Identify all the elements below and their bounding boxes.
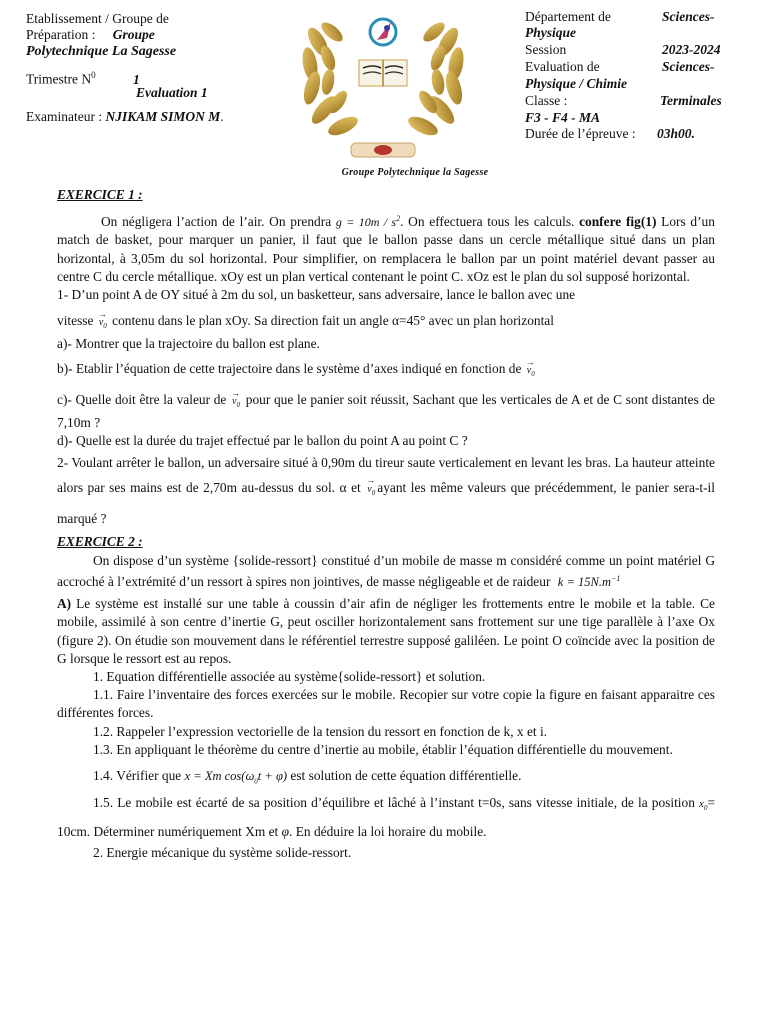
logo-caption: Groupe Polytechnique la Sagesse — [341, 167, 489, 178]
exercice-2-title: EXERCICE 2 : — [57, 534, 143, 550]
school-name: Polytechnique La Sagesse — [26, 44, 177, 59]
question-2-1-3: 1.3. En appliquant le théorème du centre d’inertie au mobile, établir l’équation différentielle du mouvement. — [93, 741, 673, 757]
session-value: 2023-2024 — [662, 42, 721, 57]
question-1b: b)- Etablir l’équation de cette trajectoire dans le système d’axes indiqué en fonction de → $v_0$ — [57, 360, 715, 383]
question-2-1-1: 1.1. Faire l’inventaire des forces exercées sur le mobile. Recopier sur votre copie la figure en faisant apparaitre ces différentes forces. — [57, 687, 715, 721]
trimestre-line: Trimestre $N^0$ 1 — [26, 70, 140, 87]
etablissement-label: Etablissement / Groupe de — [26, 11, 169, 26]
question-2-1: 1. Equation différentielle associée au système{solide-ressort} et solution. — [93, 669, 486, 685]
question-2-1-5: 1.5. Le mobile est écarté de sa position d’équilibre et lâché à l’instant t=0s, sans vitesse initiale, de la position $x_0= 10cm$. Déterminer numériquement Xm et φ. En déduire la loi horaire du mobile. — [57, 794, 715, 839]
evaluation-label: Evaluation de — [525, 59, 600, 74]
school-logo — [288, 2, 478, 167]
departement-label: Département de — [525, 9, 611, 24]
examinateur-line: Examinateur : NJIKAM SIMON M. — [26, 109, 224, 124]
departement-value-2: Physique — [525, 25, 577, 40]
examinateur-name: NJIKAM SIMON M — [105, 109, 221, 124]
exercice-2-part-a: A) Le système est installé sur une table à coussin d’air afin de négliger les frottements entre le mobile et la table. Ce mobile, assimilé à son centre d’inertie G, peut osciller horizontalement sans frottement sur une tige parallèle à l’axe Ox (figure 2). On étudie son mouvement dans le référentiel terrestre supposé galiléen. Le point O coïncide avec la position de G lorsque le ressort est au repos. — [57, 596, 715, 666]
exercice-1-intro: On négligera l’action de l’air. On prendra $g = 10m / s^2$. On effectuera tous les calculs. confere fig(1) Lors d’un match de basket, pour marquer un panier, il faut que le ballon passe dans un cercle métallique situé dans un plan horizontal, à 3,05m du sol horizontal. Pour simplifier, on remplacera le ballon par un point matériel devant passer au centre C du cercle métallique. xOy est un plan vertical contenant le point C. xOz est le plan du sol supposé horizontal. — [57, 214, 715, 284]
evaluation-subject-1: Sciences- — [662, 59, 715, 74]
question-1a: a)- Montrer que la trajectoire du ballon est plane. — [57, 336, 320, 352]
groupe-word: Groupe — [112, 27, 155, 42]
evaluation-value: Evaluation 1 — [136, 85, 208, 100]
preparation-line: Préparation : Groupe — [26, 27, 155, 42]
classe-label: Classe : — [525, 93, 568, 108]
series-value: F3 - F4 - MA — [525, 110, 601, 125]
laurel-book-emblem — [288, 2, 478, 167]
question-1c: c)- Quelle doit être la valeur de → $v_0$ pour que le panier soit réussit, Sachant que les verticales de A et de C sont distantes de 7,10m ? — [57, 391, 715, 432]
session-label: Session — [525, 42, 567, 57]
exercice-1-title: EXERCICE 1 : — [57, 187, 143, 202]
question-2-1-4: 1.4. Vérifier que x = Xm $\cos(\omega_0t + \varphi)$ est solution de cette équation différentielle. — [93, 768, 522, 786]
exam-body — [57, 186, 715, 862]
question-1: 1- D’un point A de OY situé à 2m du sol, un basketteur, sans adversaire, lance le ballon avec une — [57, 287, 576, 303]
question-1-vitesse: vitesse → $v_0$ contenu dans le plan xOy. Sa direction fait un angle α=45° avec un plan horizontal — [57, 312, 715, 335]
trimestre-value: 1 — [133, 71, 140, 87]
duree-value: 03h00. — [657, 126, 695, 141]
question-2-2: 2. Energie mécanique du système solide-ressort. — [93, 844, 352, 860]
question-1d: d)- Quelle est la durée du trajet effectué par le ballon du point A au point C ? — [57, 433, 468, 449]
evaluation-subject-2: Physique / Chimie — [525, 76, 628, 91]
duree-label: Durée de l’épreuve : — [525, 126, 636, 141]
classe-value: Terminales — [660, 93, 722, 108]
departement-value-1: Sciences- — [662, 9, 715, 24]
question-2-1-2: 1.2. Rappeler l’expression vectorielle de la tension du ressort en fonction de k, x et i. — [93, 723, 548, 739]
exercice-2-intro: On dispose d’un système {solide-ressort} constitué d’un mobile de masse m considéré comme un point matériel G accroché à l’extrémité d’un ressort à spires non jointives, de masse négligeable et de raideur $k = 15N.m^{-1}$ — [57, 552, 715, 589]
question-2: 2- Voulant arrêter le ballon, un adversaire situé à 0,90m du tireur saute verticalement en levant les bras. La hauteur atteinte alors par ses mains est de 2,70m au-dessus du sol. α et → $v_0$ ayant les même valeurs que précédemment, le panier sera-t-il marqué ? — [57, 450, 715, 531]
